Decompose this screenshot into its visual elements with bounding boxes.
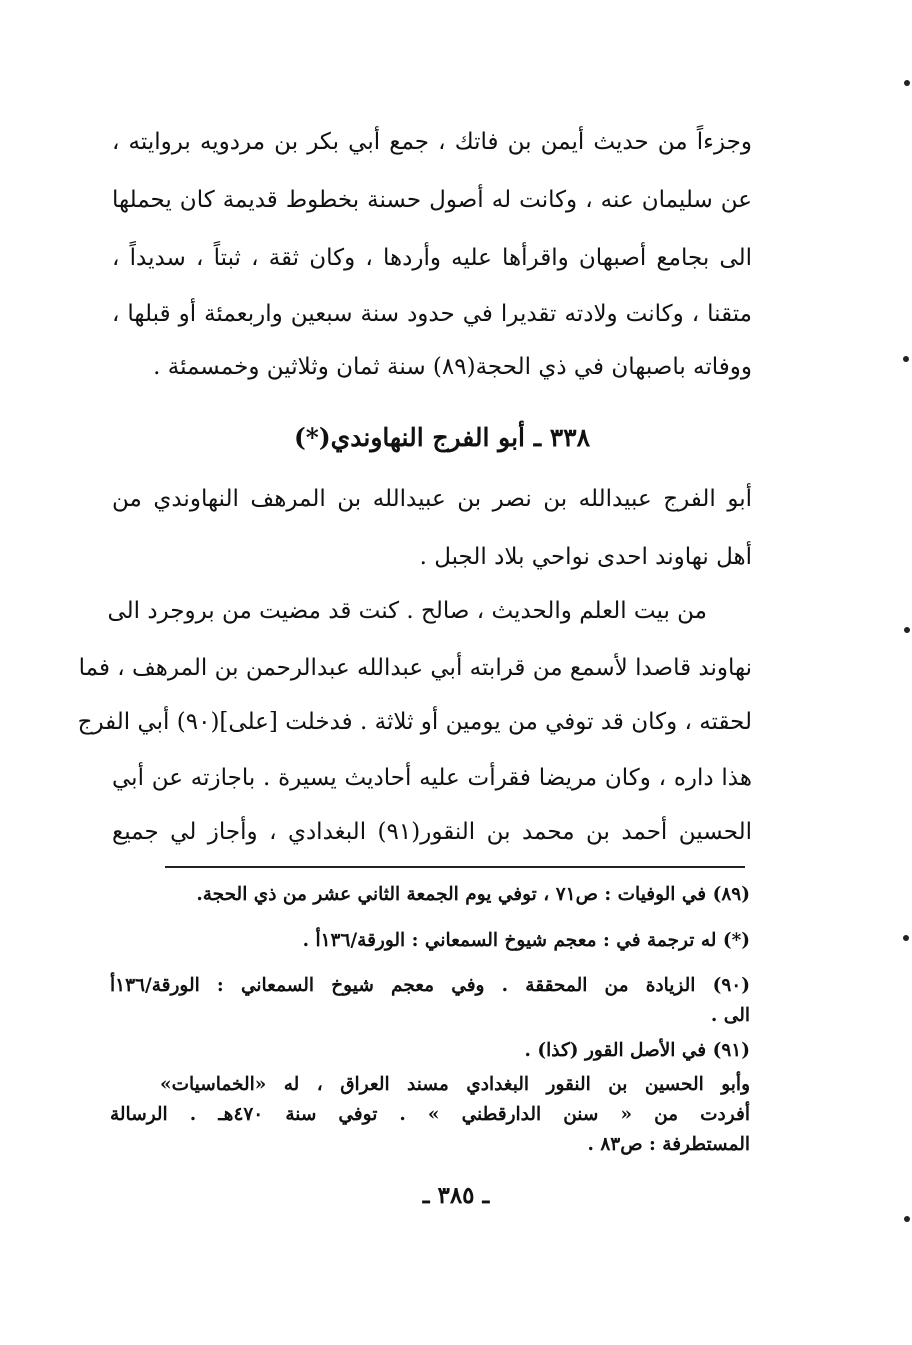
edge-speck xyxy=(903,935,909,941)
footnote: أفردت من « سنن الدارقطني » . توفي سنة ٤٧٠هـ . الرسالة xyxy=(110,1104,750,1125)
footnote: (*) له ترجمة في : معجم شيوخ السمعاني : الورقة/١٣٦أ . xyxy=(302,930,750,951)
text-line: أبو الفرج عبيدالله بن نصر بن عبيدالله بن المرهف النهاوندي من xyxy=(112,486,752,512)
edge-speck xyxy=(904,80,910,86)
text-line: أهل نهاوند احدى نواحي بلاد الجبل . xyxy=(419,544,752,570)
edge-speck xyxy=(903,356,909,362)
text-line: لحقته ، وكان قد توفي من يومين أو ثلاثة . فدخلت [على](٩٠) أبي الفرج xyxy=(77,709,752,735)
footnote: (٨٩) في الوفيات : ص٧١ ، توفي يوم الجمعة الثاني عشر من ذي الحجة. xyxy=(196,884,750,905)
text-line: ووفاته باصبهان في ذي الحجة(٨٩) سنة ثمان وثلاثين وخمسمئة . xyxy=(153,354,752,380)
text-line: الى بجامع أصبهان واقرأها عليه وأردها ، وكان ثقة ، ثبتاً ، سديداً ، xyxy=(112,245,752,271)
text-line: وجزءاً من حديث أيمن بن فاتك ، جمع أبي بكر بن مردويه بروايته ، xyxy=(112,129,752,155)
entry-heading: ٣٣٨ ـ أبو الفرج النهاوندي(*) xyxy=(293,423,591,452)
edge-speck xyxy=(904,627,910,633)
text-line: الحسين أحمد بن محمد بن النقور(٩١) البغدادي ، وأجاز لي جميع xyxy=(112,819,752,845)
text-line: نهاوند قاصدا لأسمع من قرابته أبي عبدالله عبدالرحمن بن المرهف ، فما xyxy=(78,655,752,681)
text-line: هذا داره ، وكان مريضا فقرأت عليه أحاديث يسيرة . باجازته عن أبي xyxy=(112,765,752,791)
footnote-divider xyxy=(165,866,745,868)
text-line: من بيت العلم والحديث ، صالح . كنت قد مضيت من بروجرد الى xyxy=(107,598,707,624)
footnote: الى . xyxy=(710,1005,750,1026)
text-line: متقنا ، وكانت ولادته تقديرا في حدود سنة سبعين واربعمئة أو قبلها ، xyxy=(112,301,752,327)
footnote: (٩٠) الزيادة من المحققة . وفي معجم شيوخ السمعاني : الورقة/١٣٦أ xyxy=(110,975,750,996)
page-number: ـ ٣٨٥ ـ xyxy=(422,1182,490,1209)
footnote: وأبو الحسين بن النقور البغدادي مسند العراق ، له «الخماسيات» xyxy=(160,1074,750,1095)
footnote: (٩١) في الأصل القور (كذا) . xyxy=(524,1040,750,1061)
text-line: عن سليمان عنه ، وكانت له أصول حسنة بخطوط قديمة كان يحملها xyxy=(112,187,752,213)
edge-speck xyxy=(904,1216,910,1222)
footnote: المستطرفة : ص٨٣ . xyxy=(587,1134,750,1155)
